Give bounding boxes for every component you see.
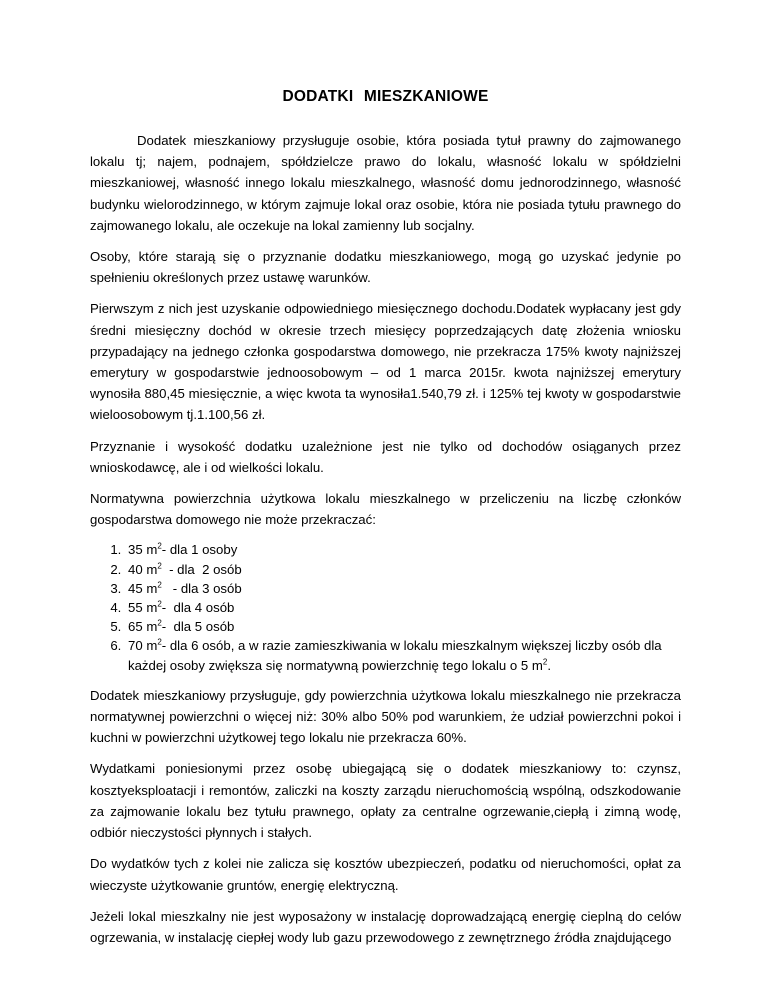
paragraph-heating: Jeżeli lokal mieszkalny nie jest wyposażony w instalację doprowadzającą energię cieplną do celów ogrzewania, w instalację ciepłej wody lub gazu przewodowego z zewnętrznego źródła znajdującego (90, 908, 681, 945)
paragraph-excluded-expenses: Do wydatków tych z kolei nie zalicza się kosztów ubezpieczeń, podatku od nieruchomości, opłat za wieczyste użytkowanie gruntów, energię elektryczną. (90, 856, 681, 893)
list-item: 4. 55 $m^2-$ dla 4 osób (125, 598, 681, 617)
list-item: 5. 65 $m^2-$ dla 5 osób (125, 617, 681, 636)
paragraph-normative-area: Normatywna powierzchnia użytkowa lokalu mieszkalnego w przeliczeniu na liczbę członków gospodarstwa domowego nie może przekraczać: (90, 491, 681, 528)
paragraph-conditions: Osoby, które starają się o przyznanie dodatku mieszkaniowego, mogą go uzyskać jedynie po spełnieniu określonych przez ustawę warunków. (90, 249, 681, 286)
paragraph-expenses: Wydatkami poniesionymi przez osobę ubiegającą się o dodatek mieszkaniowy to: czynsz, kosztyeksploatacji i remontów, zaliczki na koszty zarządu nieruchomością wspólną, odszkodowanie za zajmowanie lokalu bez tytułu prawnego, opłaty za centralne ogrzewanie,ciepłą i zimną wodę, odbiór nieczystości płynnych i stałych. (90, 761, 681, 841)
paragraph-income: Pierwszym z nich jest uzyskanie odpowiedniego miesięcznego dochodu.Dodatek wypłacany jest gdy średni miesięczny dochód w okresie trzech miesięcy poprzedzających datę złożenia wniosku przypadający na jednego członka gospodarstwa domowego, nie przekracza 175% kwoty najniższej emerytury w gospodarstwie jednoosobowym – od 1 marca 2015r. kwota najniższej emerytury wynosiła 880,45 miesięcznie, a więc kwota ta wynosiła1.540,79 zł. i 125% tej kwoty w gospodarstwie wieloosobowym tj.1.100,56 zł. (90, 301, 681, 423)
document-title: DODATKI MIESZKANIOWE (282, 88, 489, 105)
list-item: 2. 40 $m^2$ - dla 2 osób (125, 560, 681, 579)
paragraph-area-limit: Dodatek mieszkaniowy przysługuje, gdy powierzchnia użytkowa lokalu mieszkalnego nie przekracza normatywnej powierzchni o więcej niż: 30% albo 50% pod warunkiem, że udział powierzchni pokoi i kuchni w powierzchni użytkowej tego lokalu nie przekracza 60%. (90, 687, 681, 746)
paragraph-size-dependency: Przyznanie i wysokość dodatku uzależnione jest nie tylko od dochodów osiąganych przez wnioskodawcę, ale i od wielkości lokalu. (90, 438, 681, 475)
list-item: 3. 45 $m^2$ - dla 3 osób (125, 579, 681, 598)
list-item: 6. 70 $m^2-$ dla 6 osób, a w razie zamieszkiwania w lokalu mieszkalnym większej liczby osób dla każdej osoby zwiększa się normatywną powierzchnię tego lokalu o 5 $m^2$. (125, 636, 681, 674)
paragraph-eligibility: Dodatek mieszkaniowy przysługuje osobie, która posiada tytuł prawny do zajmowanego lokalu tj; najem, podnajem, spółdzielcze prawo do lokalu, własność lokalu w spółdzielni mieszkaniowej, własność innego lokalu mieszkalnego, własność domu jednorodzinnego, własność budynku wielorodzinnego, w którym zajmuje lokal oraz osobie, która nie posiada tytułu prawnego do zajmowanego lokalu, ale oczekuje na lokal zamienny lub socjalny. (90, 133, 681, 233)
list-item: 1. 35 $m^2-$ dla 1 osoby (125, 540, 681, 559)
normative-area-list (90, 540, 681, 674)
